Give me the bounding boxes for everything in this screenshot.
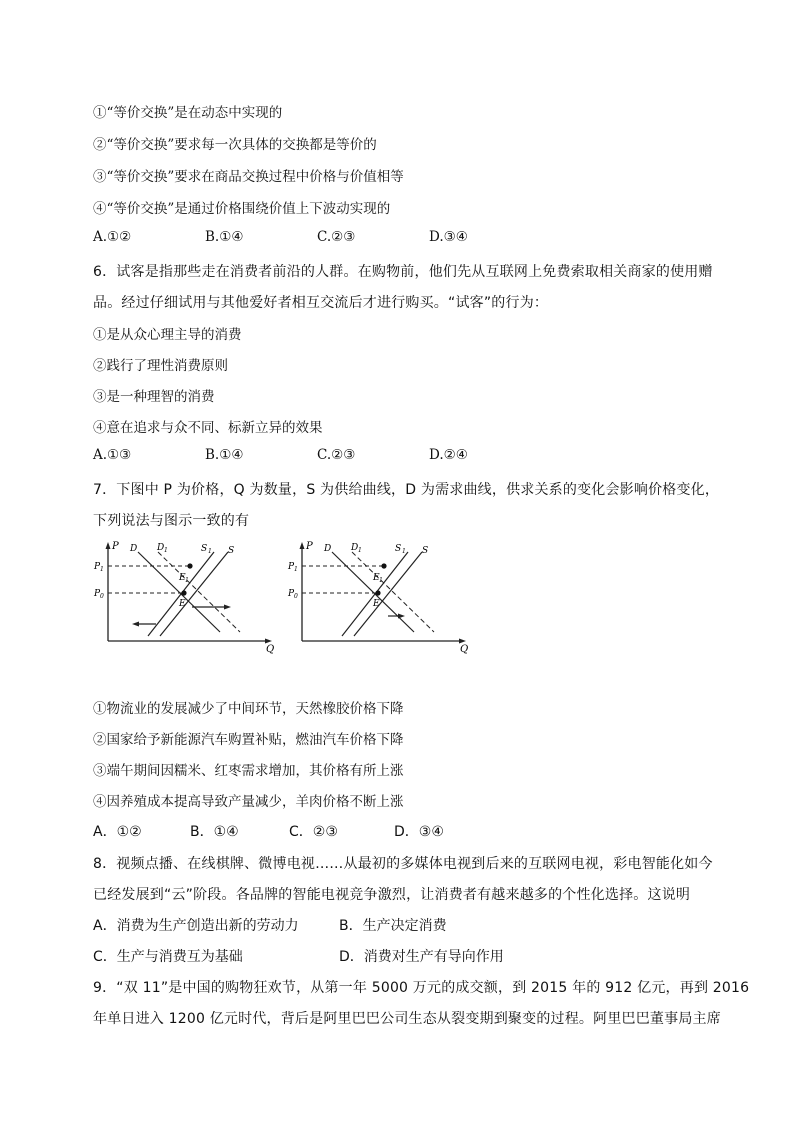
q8-stem-line-2: 已经发展到“云”阶段。各品牌的智能电视竞争激烈，让消费者有越来越多的个性化选择。这说明 bbox=[93, 887, 691, 903]
q5-option-b: B.①④ bbox=[205, 229, 244, 245]
q7-item-3: ③端午期间因糯米、红枣需求增加，其价格有所上涨 bbox=[93, 763, 404, 779]
q6-stem-line-2: 品。经过仔细试用与其他爱好者相互交流后才进行购买。“试客”的行为： bbox=[93, 295, 549, 311]
label-p1: P bbox=[94, 562, 101, 572]
label-s: S bbox=[422, 546, 429, 556]
point-e bbox=[181, 590, 186, 595]
point-upper bbox=[187, 563, 192, 568]
q7-option-c: C．②③ bbox=[289, 824, 338, 840]
q6-option-a: A.①③ bbox=[93, 447, 132, 463]
axis-label-p: P bbox=[306, 541, 313, 552]
q8-stem-line-1: 8．视频点播、在线棋牌、微博电视……从最初的多媒体电视到后来的互联网电视，彩电智能化如今 bbox=[93, 856, 713, 872]
label-e: E bbox=[179, 599, 186, 609]
q6-item-3: ③是一种理智的消费 bbox=[93, 389, 215, 405]
q6-option-b: B.①④ bbox=[205, 447, 244, 463]
label-s1: S bbox=[201, 544, 208, 554]
label-p0: P bbox=[288, 589, 295, 599]
q6-option-d: D.②④ bbox=[429, 447, 468, 463]
supply-demand-graph-right bbox=[284, 536, 484, 656]
label-p0-sub: 0 bbox=[100, 593, 104, 600]
q7-option-a: A．①② bbox=[93, 824, 142, 840]
q5-item-2: ②“等价交换”要求每一次具体的交换都是等价的 bbox=[93, 137, 377, 153]
q7-item-2: ②国家给予新能源汽车购置补贴，燃油汽车价格下降 bbox=[93, 732, 404, 748]
label-d1: D bbox=[351, 543, 359, 553]
q7-stem-line-2: 下列说法与图示一致的有 bbox=[93, 513, 250, 529]
q7-option-d: D．③④ bbox=[394, 824, 444, 840]
label-s: S bbox=[228, 546, 235, 556]
q7-option-b: B．①④ bbox=[190, 824, 239, 840]
point-upper bbox=[381, 563, 386, 568]
q8-option-c: C．生产与消费互为基础 bbox=[93, 949, 243, 965]
label-s1: S bbox=[395, 544, 402, 554]
q7-item-4: ④因养殖成本提高导致产量减少，羊肉价格不断上涨 bbox=[93, 794, 404, 810]
label-e1-sub: 1 bbox=[379, 577, 383, 584]
q6-stem-line-1: 6．试客是指那些走在消费者前沿的人群。在购物前，他们先从互联网上免费索取相关商家的使用赠 bbox=[93, 264, 713, 280]
q5-item-4: ④“等价交换”是通过价格围绕价值上下波动实现的 bbox=[93, 201, 391, 217]
label-p1: P bbox=[288, 562, 295, 572]
label-d: D bbox=[324, 544, 332, 554]
q5-option-c: C.②③ bbox=[317, 229, 356, 245]
label-p0-sub: 0 bbox=[294, 593, 298, 600]
q5-option-a: A.①② bbox=[93, 229, 132, 245]
q7-stem-line-1: 7．下图中 P 为价格，Q 为数量，S 为供给曲线，D 为需求曲线，供求关系的变化会影响价格变化， bbox=[93, 482, 720, 498]
q6-item-2: ②践行了理性消费原则 bbox=[93, 358, 228, 374]
label-s1-sub: 1 bbox=[208, 548, 212, 555]
q9-stem-line-2: 年单日进入 1200 亿元时代，背后是阿里巴巴公司生态从裂变期到聚变的过程。阿里巴巴董事局主席 bbox=[93, 1011, 721, 1027]
label-d1: D bbox=[157, 543, 165, 553]
label-p1-sub: 1 bbox=[100, 566, 104, 573]
label-e1-sub: 1 bbox=[185, 577, 189, 584]
label-p1-sub: 1 bbox=[294, 566, 298, 573]
label-d: D bbox=[130, 544, 138, 554]
q5-option-d: D.③④ bbox=[429, 229, 468, 245]
label-d1-sub: 1 bbox=[358, 547, 362, 554]
label-p0: P bbox=[94, 589, 101, 599]
axis-label-p: P bbox=[112, 541, 119, 552]
q5-item-1: ①“等价交换”是在动态中实现的 bbox=[93, 105, 283, 121]
label-e: E bbox=[373, 599, 380, 609]
q9-stem-line-1: 9．“双 11”是中国的购物狂欢节，从第一年 5000 万元的成交额，到 2015 年的 912 亿元，再到 2016 bbox=[93, 980, 750, 996]
q5-item-3: ③“等价交换”要求在商品交换过程中价格与价值相等 bbox=[93, 169, 404, 185]
point-e bbox=[375, 590, 380, 595]
label-e1: E bbox=[373, 573, 380, 583]
q7-item-1: ①物流业的发展减少了中间环节，天然橡胶价格下降 bbox=[93, 701, 404, 717]
q6-item-4: ④意在追求与众不同、标新立异的效果 bbox=[93, 420, 323, 436]
label-d1-sub: 1 bbox=[164, 547, 168, 554]
q6-item-1: ①是从众心理主导的消费 bbox=[93, 327, 242, 343]
q8-option-d: D．消费对生产有导向作用 bbox=[339, 949, 504, 965]
supply-demand-graph-left bbox=[90, 536, 290, 656]
label-s1-sub: 1 bbox=[402, 548, 406, 555]
label-e1: E bbox=[179, 573, 186, 583]
q8-option-a: A．消费为生产创造出新的劳动力 bbox=[93, 918, 299, 934]
axis-label-q: Q bbox=[266, 644, 275, 655]
axis-label-q: Q bbox=[460, 644, 469, 655]
q6-option-c: C.②③ bbox=[317, 447, 356, 463]
q8-option-b: B．生产决定消费 bbox=[339, 918, 447, 934]
